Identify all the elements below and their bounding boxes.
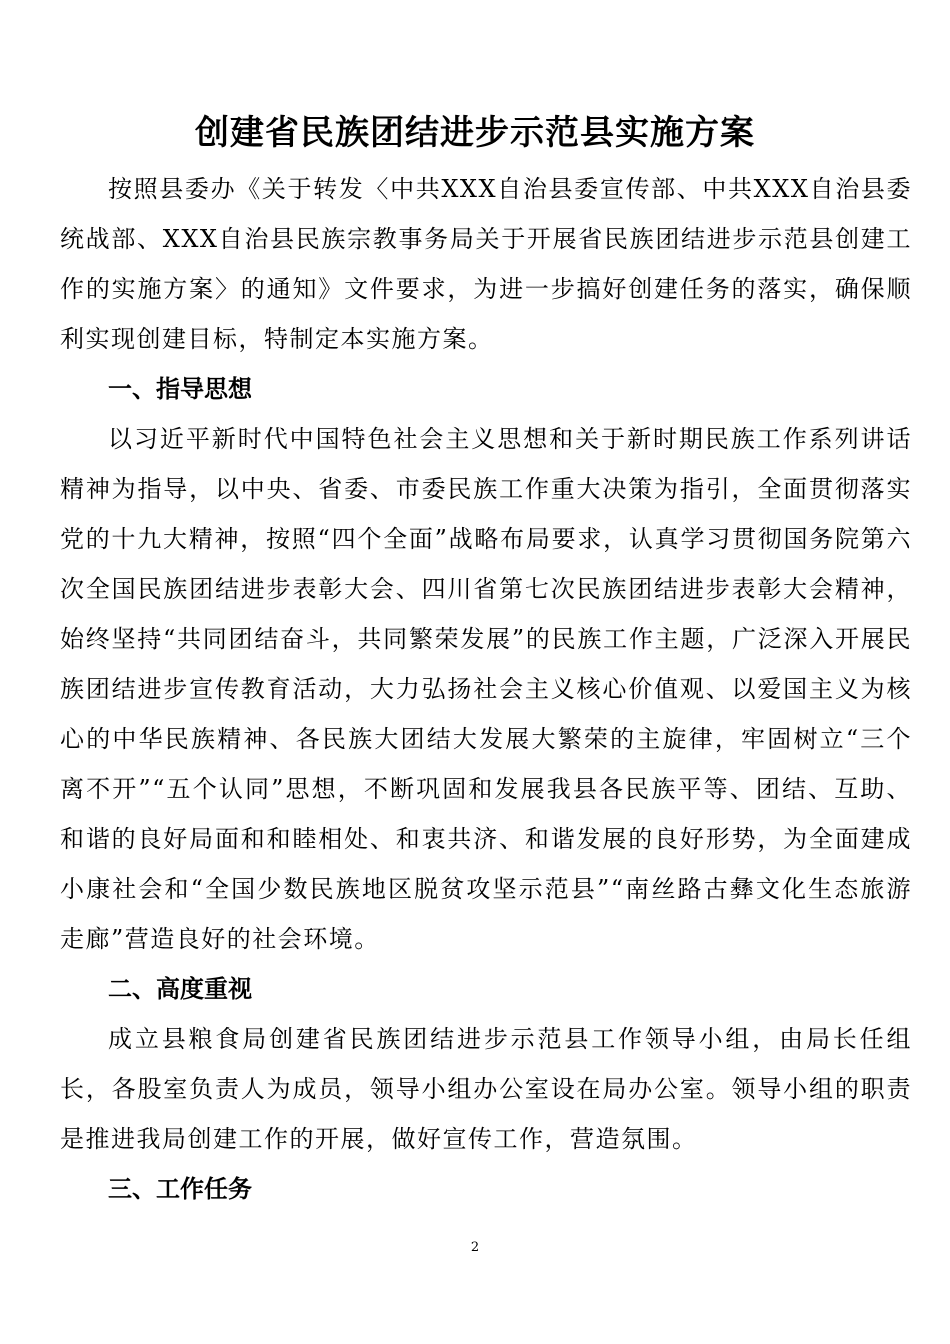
- section-heading-guiding-ideology: 一、指导思想: [108, 375, 252, 403]
- intro-paragraph: 按照县委办《关于转发〈中共XXX自治县委宣传部、中共XXX自治县委统战部、XXX自治县民族宗教事务局关于开展省民族团结进步示范县创建工作的实施方案〉的通知》文件要求，为进一步搞好创建任务的落实，确保顺利实现创建目标，特制定本实施方案。: [60, 175, 912, 353]
- document-title: 创建省民族团结进步示范县实施方案: [195, 113, 755, 153]
- section-paragraph-high-attention: 成立县粮食局创建省民族团结进步示范县工作领导小组，由局长任组长，各股室负责人为成员，领导小组办公室设在局办公室。领导小组的职责是推进我局创建工作的开展，做好宣传工作，营造氛围。: [60, 1025, 912, 1153]
- document-body: [60, 164, 912, 1214]
- page-number: 2: [470, 1240, 480, 1255]
- section-heading-high-attention: 二、高度重视: [108, 975, 252, 1003]
- section-paragraph-guiding-ideology: 以习近平新时代中国特色社会主义思想和关于新时期民族工作系列讲话精神为指导，以中央、省委、市委民族工作重大决策为指引，全面贯彻落实党的十九大精神，按照“四个全面”战略布局要求，认真学习贯彻国务院第六次全国民族团结进步表彰大会、四川省第七次民族团结进步表彰大会精神，始终坚持“共同团结奋斗，共同繁荣发展”的民族工作主题，广泛深入开展民族团结进步宣传教育活动，大力弘扬社会主义核心价值观、以爱国主义为核心的中华民族精神、各民族大团结大发展大繁荣的主旋律，牢固树立“三个离不开”“五个认同”思想，不断巩固和发展我县各民族平等、团结、互助、和谐的良好局面和和睦相处、和衷共济、和谐发展的良好形势，为全面建成小康社会和“全国少数民族地区脱贫攻坚示范县”“南丝路古彝文化生态旅游走廊”营造良好的社会环境。: [60, 425, 912, 953]
- section-heading-work-tasks: 三、工作任务: [108, 1175, 252, 1203]
